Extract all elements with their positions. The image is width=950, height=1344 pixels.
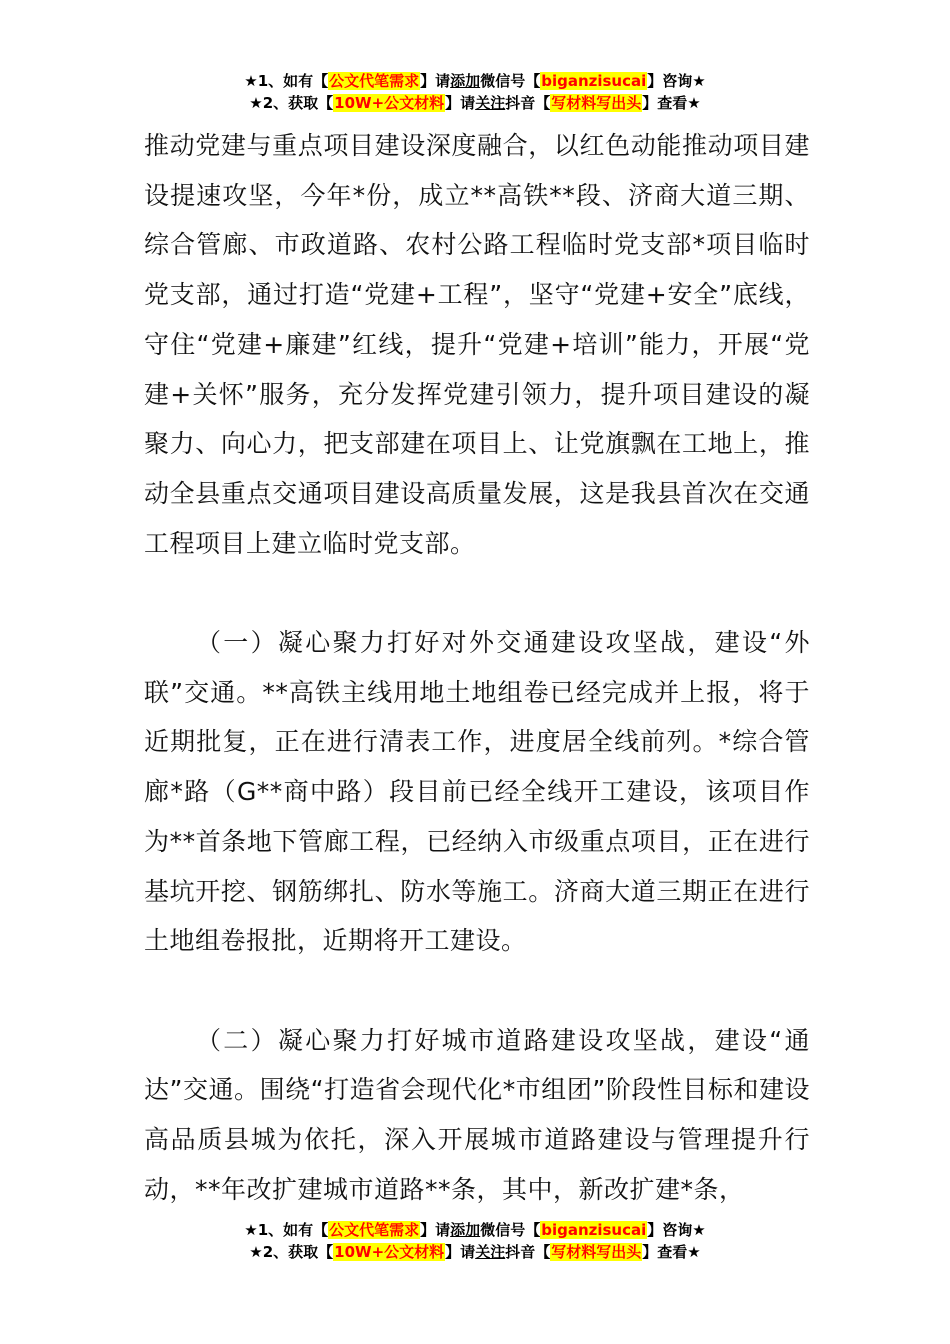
highlight-materials: 10W+公文材料 [334, 94, 445, 112]
footer-banner [0, 1219, 950, 1263]
banner-text: 】查看 [642, 1243, 688, 1261]
banner-text: 】请 [420, 72, 451, 90]
banner-text: 】请 [420, 1221, 451, 1239]
underline-text: 添加 [450, 72, 481, 90]
highlight-materials: 10W+公文材料 [334, 1243, 445, 1261]
banner-line-2 [0, 1241, 950, 1263]
paragraph-party-building: 推动党建与重点项目建设深度融合，以红色动能推动项目建设提速攻坚，今年*份，成立**高铁**段、济商大道三期、综合管廊、市政道路、农村公路工程临时党支部*项目临时党支部，通过打造“党建+工程”，坚守“党建+安全”底线，守住“党建+廉建”红线，提升“党建+培训”能力，开展“党建+关怀”服务，充分发挥党建引领力，提升项目建设的凝聚力、向心力，把支部建在项目上、让党旗飘在工地上，推动全县重点交通项目建设高质量发展，这是我县首次在交通工程项目上建立临时党支部。 [144, 131, 810, 558]
highlight-service: 公文代笔需求 [329, 72, 420, 90]
underline-text: 关注 [475, 94, 506, 112]
banner-text: 微信号【 [480, 72, 541, 90]
star-icon: ★ [692, 1221, 706, 1239]
banner-text: 】请 [445, 1243, 476, 1261]
banner-text: 1、如有【 [257, 1221, 329, 1239]
banner-text: 】咨询 [647, 1221, 693, 1239]
banner-text: 1、如有【 [257, 72, 329, 90]
banner-text: 】查看 [642, 94, 688, 112]
highlight-douyin-id: 写材料写出头 [551, 94, 642, 112]
star-icon: ★ [244, 72, 258, 90]
star-icon: ★ [687, 94, 701, 112]
banner-text: 2、获取【 [262, 1243, 334, 1261]
banner-text: 抖音【 [505, 94, 551, 112]
banner-text: 微信号【 [480, 1221, 541, 1239]
banner-text: 】请 [445, 94, 476, 112]
star-icon: ★ [249, 94, 263, 112]
banner-line-2 [0, 92, 950, 114]
banner-line-1 [0, 1219, 950, 1241]
paragraph-spacer [144, 568, 810, 618]
star-icon: ★ [244, 1221, 258, 1239]
banner-text: 抖音【 [505, 1243, 551, 1261]
paragraph-section-2: （二）凝心聚力打好城市道路建设攻坚战，建设“通达”交通。围绕“打造省会现代化*市组团”阶段性目标和建设高品质县城为依托，深入开展城市道路建设与管理提升行动，**年改扩建城市道路**条，其中，新改扩建*条， [144, 1025, 810, 1204]
banner-text: 】咨询 [647, 72, 693, 90]
highlight-wechat-id: biganzisucai [541, 1221, 647, 1239]
star-icon: ★ [692, 72, 706, 90]
star-icon: ★ [687, 1243, 701, 1261]
highlight-service: 公文代笔需求 [329, 1221, 420, 1239]
underline-text: 添加 [450, 1221, 481, 1239]
banner-text: 2、获取【 [262, 94, 334, 112]
paragraph-section-1: （一）凝心聚力打好对外交通建设攻坚战，建设“外联”交通。**高铁主线用地土地组卷已经完成并上报，将于近期批复，正在进行清表工作，进度居全线前列。*综合管廊*路（G**商中路）段目前已经全线开工建设，该项目作为**首条地下管廊工程，已经纳入市级重点项目，正在进行基坑开挖、钢筋绑扎、防水等施工。济商大道三期正在进行土地组卷报批，近期将开工建设。 [144, 628, 810, 956]
document-body [144, 121, 810, 1214]
star-icon: ★ [249, 1243, 263, 1261]
highlight-douyin-id: 写材料写出头 [551, 1243, 642, 1261]
paragraph-spacer [144, 966, 810, 1016]
header-banner [0, 70, 950, 114]
highlight-wechat-id: biganzisucai [541, 72, 647, 90]
underline-text: 关注 [475, 1243, 506, 1261]
banner-line-1 [0, 70, 950, 92]
